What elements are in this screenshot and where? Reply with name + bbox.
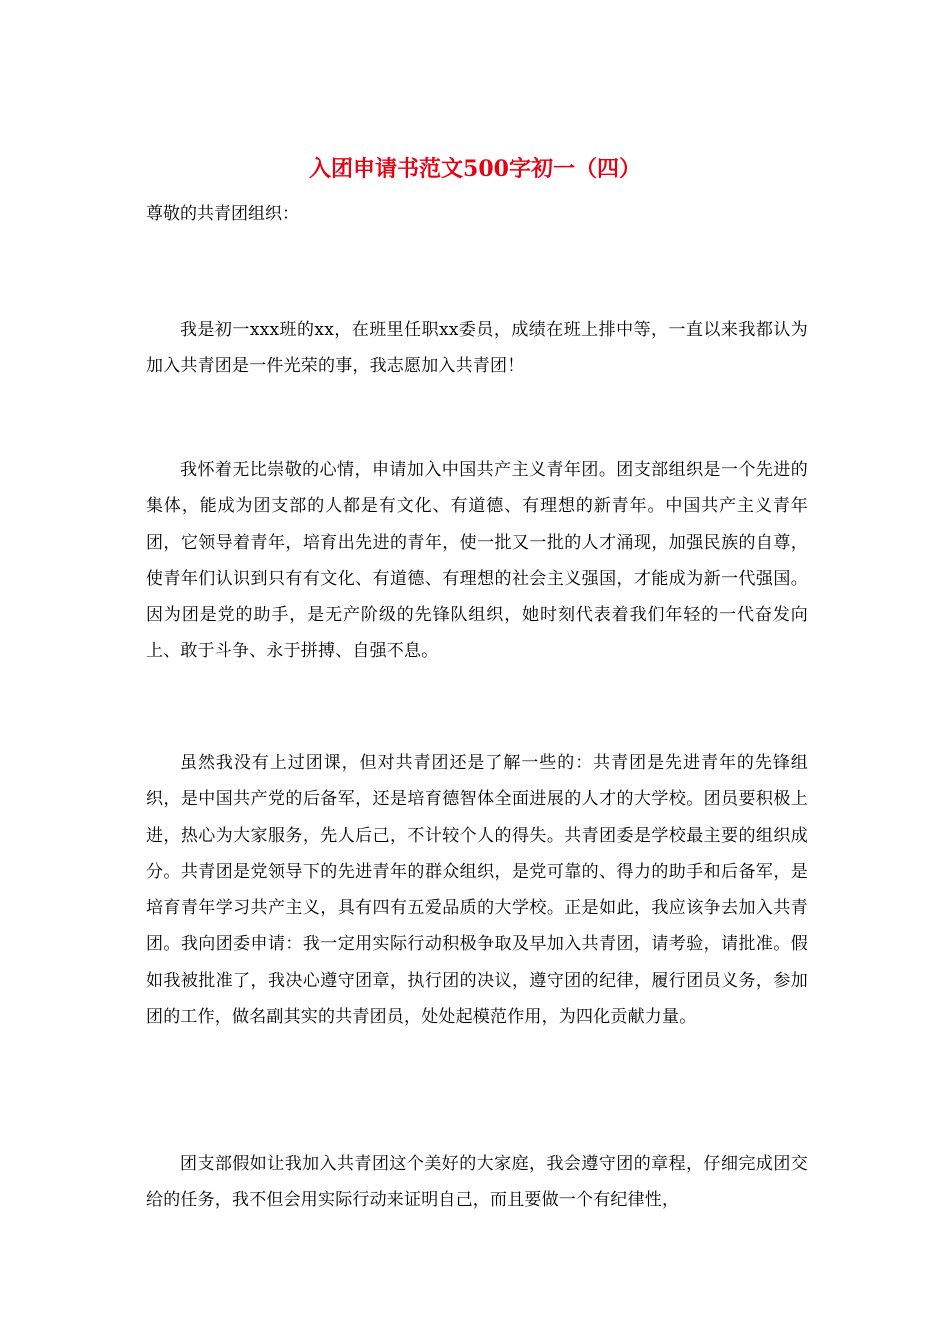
paragraph-2: 我怀着无比崇敬的心情，申请加入中国共产主义青年团。团支部组织是一个先进的集体，能成为团支部的人都是有文化、有道德、有理想的新青年。中国共产主义青年团，它领导着青年，培育出先进的青年，使一批又一批的人才涌现，加强民族的自尊，使青年们认识到只有有文化、有道德、有理想的社会主义强国，才能成为新一代强国。因为团是党的助手，是无产阶级的先锋队组织，她时刻代表着我们年轻的一代奋发向上、敢于斗争、永于拼搏、自强不息。 <box>146 460 808 662</box>
paragraph-1: 我是初一xxx班的xx，在班里任职xx委员，成绩在班上排中等，一直以来我都认为加入共青团是一件光荣的事，我志愿加入共青团！ <box>146 320 808 377</box>
document-title: 入团申请书范文500字初一（四） <box>309 156 641 182</box>
paragraph-3: 虽然我没有上过团课，但对共青团还是了解一些的：共青团是先进青年的先锋组织，是中国共产党的后备军，还是培育德智体全面进展的人才的大学校。团员要积极上进，热心为大家服务，先人后己，不计较个人的得失。共青团委是学校最主要的组织成分。共青团是党领导下的先进青年的群众组织，是党可靠的、得力的助手和后备军，是培育青年学习共产主义，具有四有五爱品质的大学校。正是如此，我应该争去加入共青团。我向团委申请：我一定用实际行动积极争取及早加入共青团，请考验，请批准。假如我被批准了，我决心遵守团章，执行团的决议，遵守团的纪律，履行团员义务，参加团的工作，做名副其实的共青团员，处处起模范作用，为四化贡献力量。 <box>146 753 808 1028</box>
salutation: 尊敬的共青团组织： <box>146 204 299 224</box>
paragraph-4: 团支部假如让我加入共青团这个美好的大家庭，我会遵守团的章程，仔细完成团交给的任务，我不但会用实际行动来证明自己，而且要做一个有纪律性， <box>146 1154 808 1211</box>
